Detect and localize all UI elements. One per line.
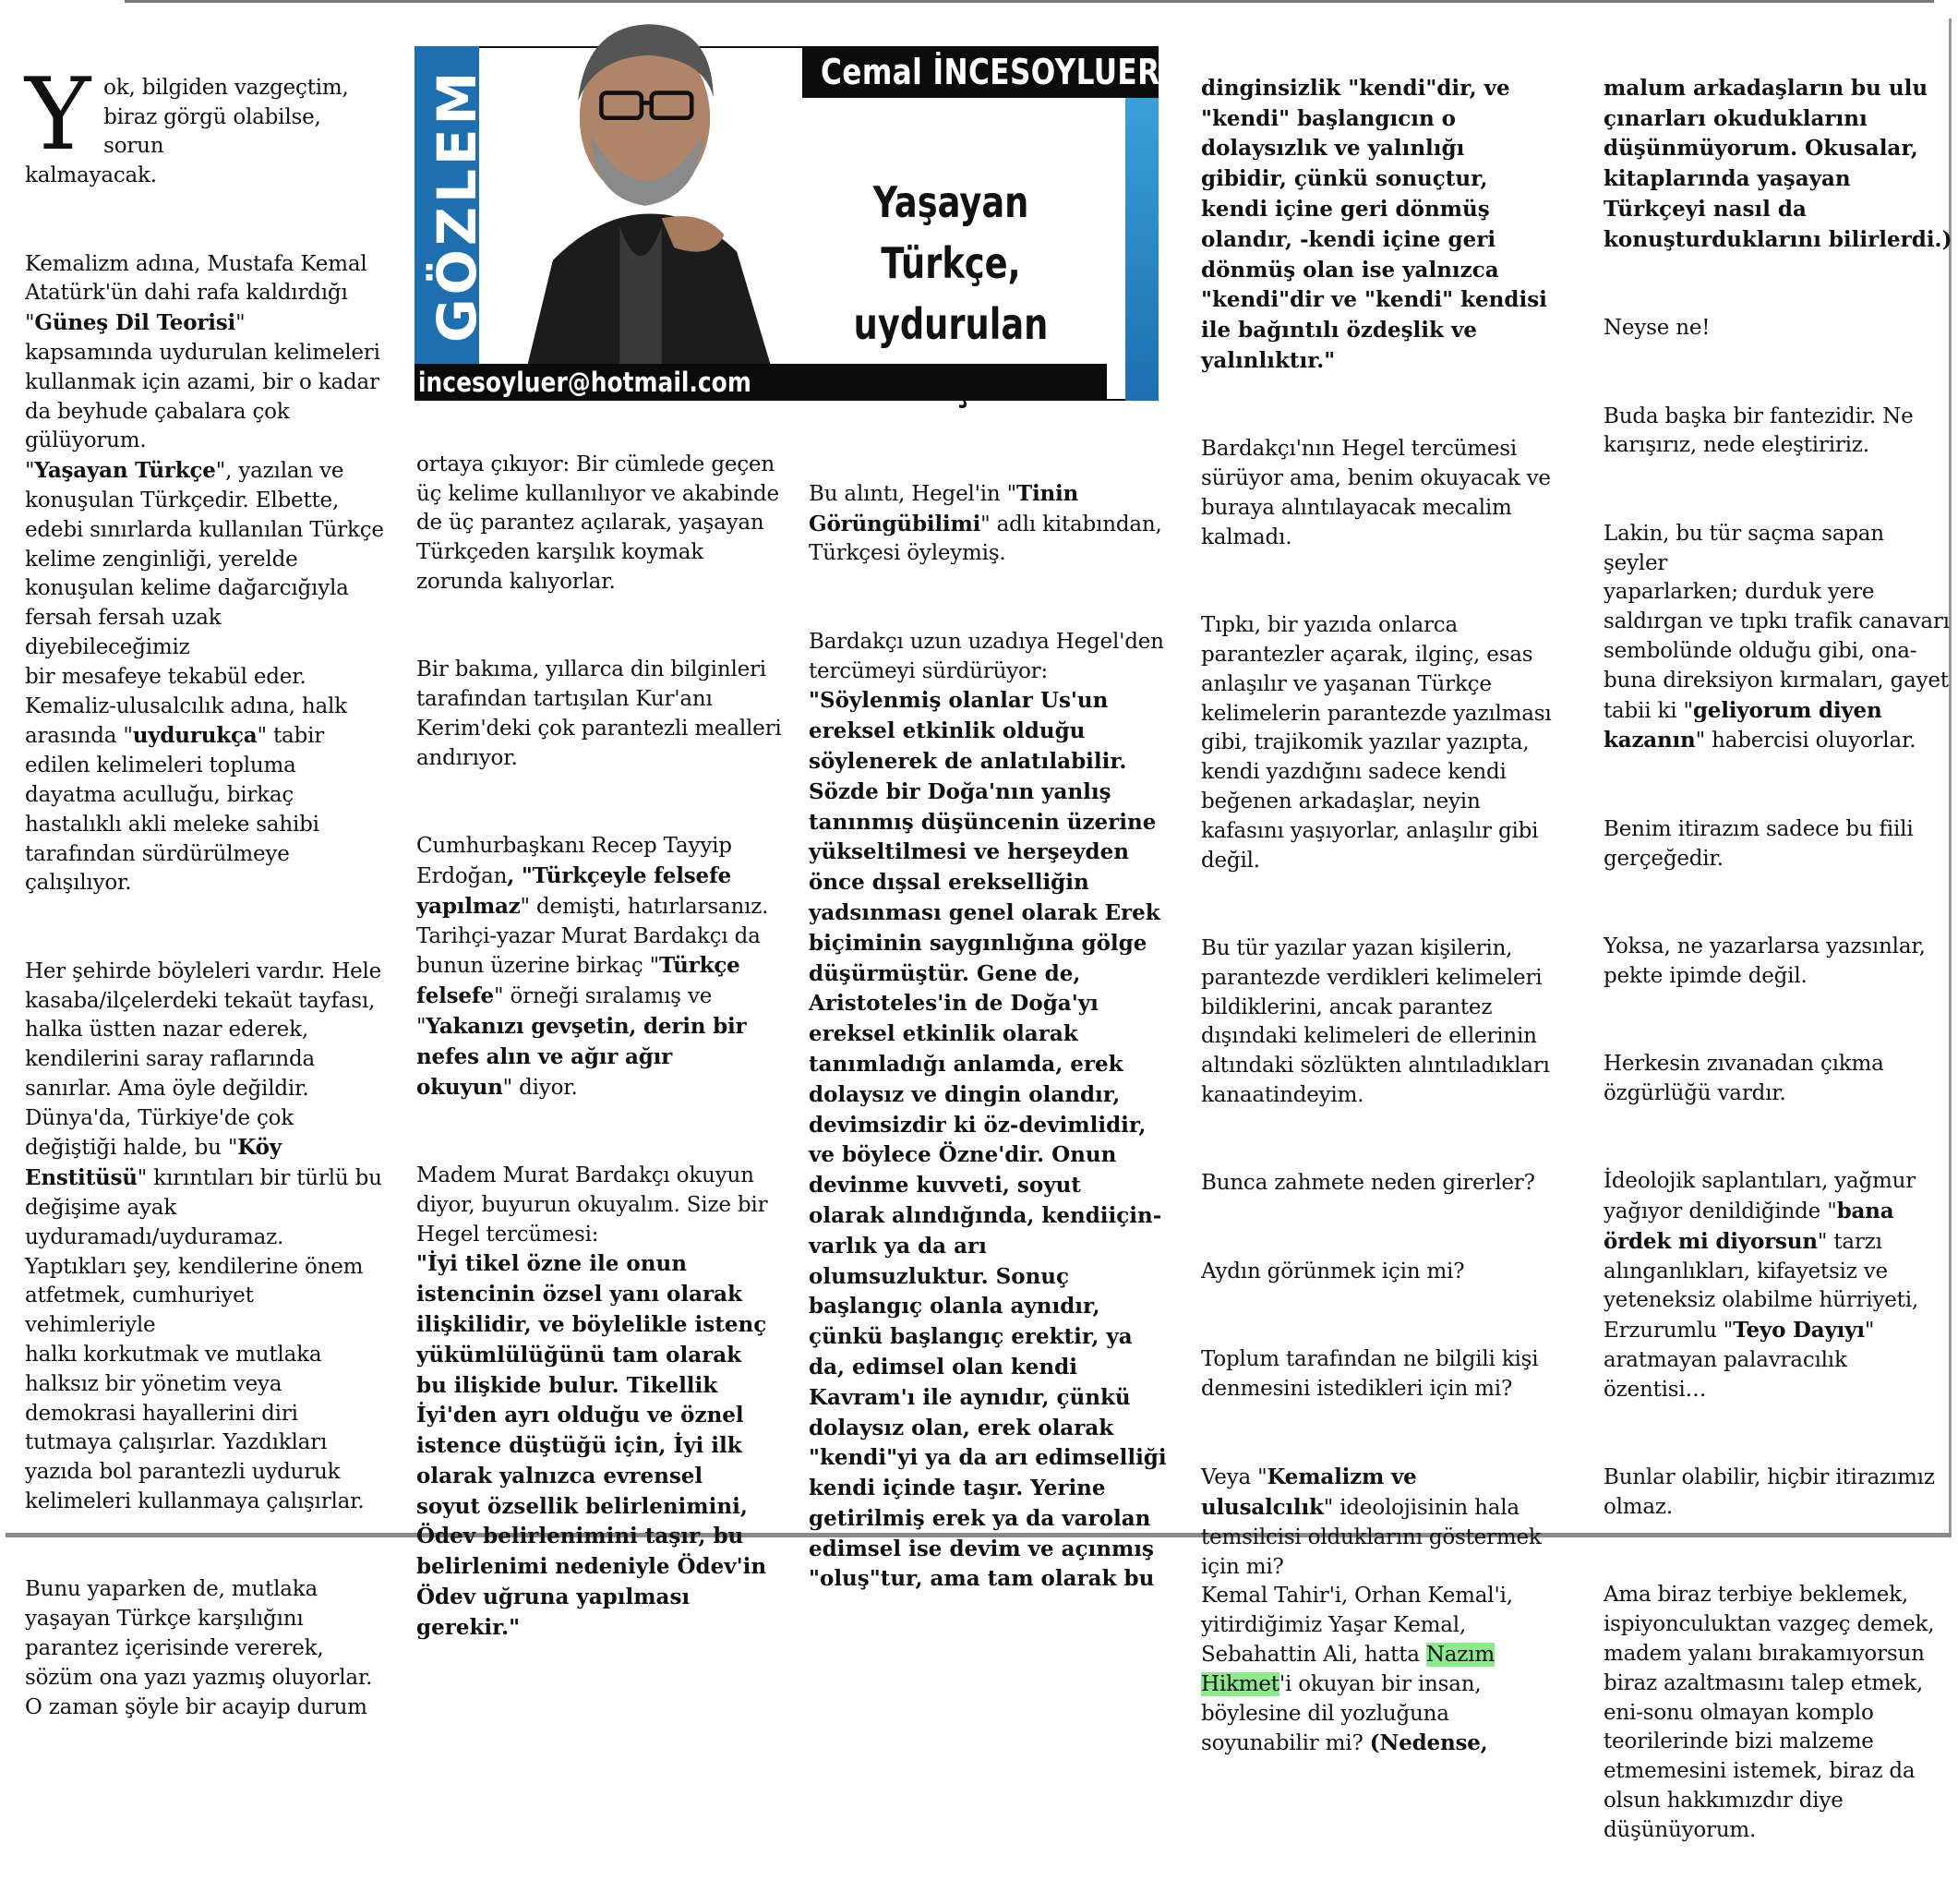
- bold-text: malum arkadaşların bu ulu çınarları okuduklarını düşünmüyorum. Okusalar, kitaplarında yaşayan Türkçeyi nasıl da konuşturduklarını bilirlerdi.): [1604, 75, 1952, 252]
- bold-text: Güneş Dil Teorisi: [34, 310, 236, 336]
- paragraph: ortaya çıkıyor: Bir cümlede geçen üç kelime kullanılıyor ve akabinde de üç parantez açılarak, yaşayan Türkçeden karşılık koymak zorunda kalıyorlar.: [416, 452, 779, 594]
- paragraph: [416, 832, 786, 1103]
- text-column-1: [25, 44, 387, 1781]
- bold-text: geliyorum diyen kazanın: [1604, 697, 1882, 753]
- bold-text: Teyo Dayıyı: [1733, 1318, 1865, 1344]
- text-run: " demişti, hatırlarsanız. Tarihçi-yazar Murat Bardakçı da bunun üzerine birkaç ": [416, 894, 769, 979]
- paragraph: [1604, 1167, 1954, 1404]
- text-run: " kırıntıları bir türlü bu değişime ayak uyduramadı/uyduramaz. Yaptıkları şey, kendilerine önem atfetmek, cumhuriyet vehimleriyle halkı korkutmak ve mutlaka halksız bir yönetim veya demokrasi hayallerini diri tutmaya çalışırlar. Yazdıkları yazıda bol parantezli uyduruk kelimeleri kullanmaya çalışırlar.: [25, 1166, 382, 1514]
- bold-text: Yaşayan Türkçe: [34, 458, 216, 484]
- text-run: " tabir edilen kelimeleri topluma dayatma aculluğu, birkaç hastalıklı akli meleke sahibi tarafından sürdürülmeye çalışılıyor.: [25, 724, 325, 896]
- text-column-4: [1201, 44, 1570, 1818]
- text-run: ", yazılan ve konuşulan Türkçedir. Elbette, edebi sınırlarda kullanılan Türkçe kelime zenginliği, yerelde konuşulan kelime dağarcığıyla fersah fersah uzak diyebileceğimiz bir mesafeye tekabül eder. Kemaliz-ulusalcılık adına, halk arasında ": [25, 459, 384, 749]
- author-portrait: [479, 9, 802, 364]
- paragraph: Bunu yaparken de, mutlaka yaşayan Türkçe karşılığını parantez içerisinde vererek, sözüm ona yazı yazmış oluyorlar. O zaman şöyle bir acayip durum: [25, 1577, 373, 1719]
- text-run: " tarzı alınganlıkları, kifayetsiz ve yeteneksiz olabilme hürriyeti, Erzurumlu ": [1604, 1229, 1918, 1344]
- paragraph: Ama biraz terbiye beklemek, ispiyonculuktan vazgeç demek, madem yalanı bırakamıyorsun biraz azaltmasını talep etmek, eni-sonu olmayan komplo teorilerinde bizi malzeme etmemesini istemek, biraz da olsun hakkımızdır diye düşünüyorum.: [1604, 1583, 1935, 1842]
- bold-text: , "Türkçeyle felsefe yapılmaz: [416, 862, 732, 919]
- text-column-5: [1604, 44, 1954, 1904]
- text-run: " diyor.: [502, 1075, 578, 1100]
- paragraph: [25, 56, 387, 191]
- text-run: Lakin, bu tür saçma sapan şeyler yaparlarken; durduk yere saldırgan ve tıpkı trafik canavarı sembolünde olduğu gibi, ona- buna direksiyon kırmaları, gayet tabii ki ": [1604, 521, 1950, 723]
- text-run: Veya ": [1201, 1465, 1267, 1490]
- paragraph: Tıpkı, bir yazıda onlarca parantezler açarak, ilginç, esas anlaşılır ve yaşanan Türkçe kelimelerin parantezde yazılması gibi, trajikomik yazılar yazıpta, kendi yazdığını sadece kendi beğenen arkadaşlar, neyin kafasını yaşıyorlar, anlaşılır gibi değil.: [1201, 613, 1552, 873]
- text-column-3: [809, 450, 1178, 1624]
- text-run: Bu alıntı, Hegel'in ": [809, 481, 1017, 506]
- paragraph: Bunca zahmete neden girerler?: [1201, 1171, 1535, 1196]
- paragraph: Yoksa, ne yazarlarsa yazsınlar, pekte ipimde değil.: [1604, 934, 1926, 988]
- bold-text: bana ördek mi diyorsun: [1604, 1199, 1894, 1254]
- author-email[interactable]: incesoyluer@hotmail.com: [418, 367, 751, 398]
- bold-text: Türkçe felsefe: [416, 953, 740, 1009]
- drop-cap: Y: [25, 56, 91, 173]
- text-column-2: [416, 421, 786, 1672]
- text-run: " adlı kitabından, Türkçesi öyleymiş.: [809, 512, 1162, 566]
- text-run: " habercisi oluyorlar.: [1695, 729, 1916, 753]
- paragraph: Bu tür yazılar yazan kişilerin, parantezde verdikleri kelimeleri bildiklerini, ancak parantez dışındaki kelimeleri de ellerinin altındaki sözlükten alıntıladıkları kanaatindeyim.: [1201, 935, 1550, 1107]
- top-rule: [125, 0, 1934, 3]
- paragraph: Benim itirazım sadece bu fiili gerçeğedir.: [1604, 816, 1914, 871]
- bold-text: Yakanızı gevşetin, derin bir nefes alın ve ağır ağır okuyun: [416, 1013, 747, 1100]
- text-run: ok, bilgiden vazgeçtim, biraz görgü olabilse, sorun kalmayacak.: [25, 75, 349, 188]
- headline-line-2: uydurulan: [853, 299, 1049, 349]
- column-header: [414, 46, 1159, 401]
- text-run: " kapsamında uydurulan kelimeleri kullanmak için azami, bir o kadar da beyhude çabalara çok gülüyorum. ": [25, 311, 380, 484]
- paragraph: Aydın görünmek için mi?: [1201, 1259, 1465, 1283]
- text-run: Bardakçı uzun uzadıya Hegel'den tercümeyi sürdürüyor:: [809, 629, 1164, 683]
- text-run: Madem Murat Bardakçı okuyun diyor, buyurun okuyalım. Size bir Hegel tercümesi:: [416, 1163, 768, 1247]
- text-run: " örneği sıralamış ve ": [416, 984, 713, 1039]
- paragraph: Bir bakıma, yıllarca din bilginleri tarafından tartışılan Kur'anı Kerim'deki çok parantezli mealleri andırıyor.: [416, 657, 782, 770]
- paragraph: Bunlar olabilir, hiçbir itirazımız olmaz.: [1604, 1465, 1935, 1520]
- section-label: GÖZLEM: [426, 67, 488, 343]
- paragraph: [1604, 520, 1954, 756]
- hegel-quote: dinginsizlik "kendi"dir, ve "kendi" başlangıcın o dolaysızlık ve yalınlığı gibidir, çünkü sonuçtur, kendi içine geri dönmüş olandır, -kendi içine geri dönmüş olan ise yalnızca "kendi"dir ve "kendi" kendisi ile bağıntılı özdeşlik ve yalınlıktır.": [1201, 75, 1547, 373]
- paragraph: [809, 628, 1178, 1596]
- text-run: 'i okuyan bir insan, böylesine dil yozluğuna soyunabilir mi?: [1201, 1671, 1482, 1756]
- text-run: Kemalizm adına, Mustafa Kemal Atatürk'ün dahi rafa kaldırdığı ": [25, 251, 367, 336]
- bold-text: (Nedense,: [1369, 1730, 1488, 1756]
- author-name: Cemal İNCESOYLUER: [821, 52, 1160, 92]
- hegel-quote: "İyi tikel özne ile onun istencinin özsel yanı olarak ilişkilidir, ve böylelikle istenç yükümlülüğünü tam olarak bu ilişkide bulur. Tikellik İyi'den ayrı olduğu ve öznel istence düştüğü için, İyi ilk olarak yalnızca evrensel soyut özsellik belirlenimini, Ödev belirlenimini taşır, bu belirlenimi nedeniyle Ödev'in Ödev uğruna yapılması gerekir.": [416, 1251, 767, 1640]
- paragraph: Neyse ne!: [1604, 316, 1711, 341]
- paragraph: Herkesin zıvanadan çıkma özgürlüğü vardır.: [1604, 1052, 1884, 1105]
- header-blue-stripe: [1125, 98, 1159, 401]
- text-run: Cumhurbaşkanı Recep Tayyip Erdoğan: [416, 834, 732, 888]
- paragraph: [809, 479, 1178, 569]
- paragraph: [416, 1162, 786, 1644]
- paragraph: [25, 250, 387, 899]
- paragraph: Bardakçı'nın Hegel tercümesi sürüyor ama, benim okuyacak ve buraya alıntılayacak mecalim kalmadı.: [1201, 437, 1551, 549]
- paragraph: [1201, 74, 1570, 377]
- highlighted-text: Nazım Hikmet: [1201, 1643, 1495, 1696]
- paragraph: [1201, 1463, 1570, 1759]
- paragraph: Buda başka bir fantezidir. Ne karışırız, nede eleştiririz.: [1604, 404, 1914, 458]
- text-run: Her şehirde böyleleri vardır. Hele kasaba/ilçelerdeki tekaüt tayfası, halka üstten nazar ederek, kendilerini saray raflarında sanırlar. Ama öyle değildir. Dünya'da, Türkiye'de çok değiştiği halde, bu ": [25, 958, 382, 1161]
- paragraph: [1604, 74, 1954, 256]
- text-run: " aratmayan palavracılık özentisi…: [1604, 1319, 1875, 1402]
- headline-line-1: Yaşayan Türkçe,: [872, 177, 1029, 288]
- text-run: İdeolojik saplantıları, yağmur yağıyor denildiğinde ": [1604, 1169, 1916, 1224]
- bold-text: Tinin Görüngübilimi: [809, 480, 1079, 536]
- text-run: " ideolojisinin hala temsilcisi olduklarını göstermek için mi? Kemal Tahir'i, Orhan Kemal'i, yitirdiğimiz Yaşar Kemal, Sebahattin Ali, hatta: [1201, 1496, 1542, 1668]
- paragraph: Toplum tarafından ne bilgili kişi denmesini istedikleri için mi?: [1201, 1347, 1539, 1401]
- bold-text: Kemalizm ve ulusalcılık: [1201, 1464, 1417, 1521]
- bold-text: uydurukça: [132, 723, 258, 749]
- hegel-quote: "Söylenmiş olanlar Us'un ereksel etkinlik olduğu söylenerek de anlatılabilir. Sözde bir Doğa'nın yanlış tanınmış düşüncenin üzerine yükseltilmesi ve herşeyden önce dışsal erekselliğin yadsınması genel olarak Erek biçiminin saygınlığına gölge düşürmüştür. Gene de, Aristoteles'in de Doğa'yı ereksel etkinlik olarak tanımladığı anlamda, erek dolaysız ve dingin olandır, devimsizdir ki öz-devimlidir, ve böylece Özne'dir. Onun devinme kuvveti, soyut olarak alındığında, kendiiçin- varlık ya da arı olumsuzluktur. Sonuç başlangıç olanla aynıdır, çünkü başlangıç erektir, ya da, edimsel olan kendi Kavram'ı ile aynıdır, çünkü dolaysız olan, erek olarak "kendi"yi ya da arı edimselliği kendi içinde taşır. Yerine getirilmiş erek ya da varolan edimsel ise devim ve açınmış "oluş"tur, ama tam olarak bu: [809, 688, 1167, 1592]
- paragraph: [25, 958, 387, 1517]
- bold-text: Köy Enstitüsü: [25, 1135, 282, 1191]
